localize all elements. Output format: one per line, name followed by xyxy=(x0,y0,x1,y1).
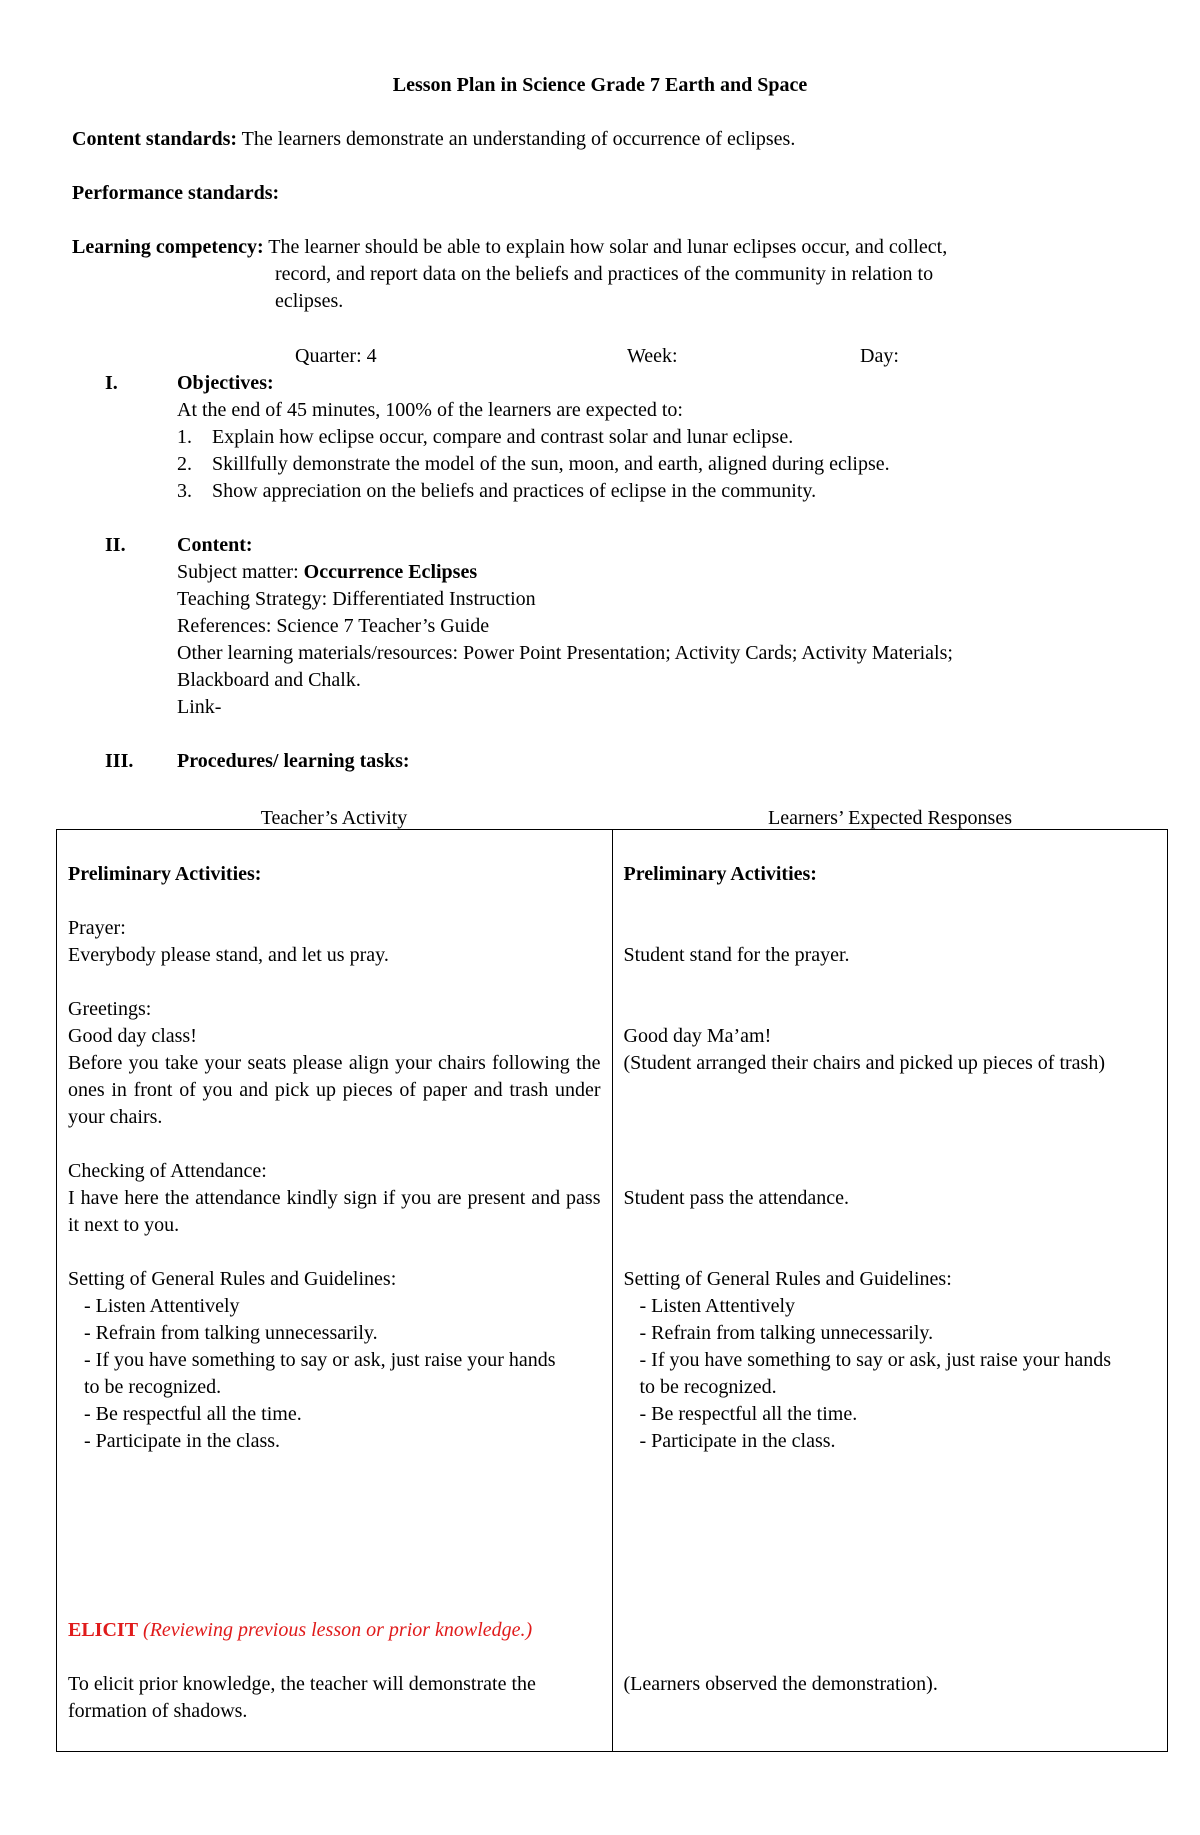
performance-standards-label: Performance standards: xyxy=(72,182,280,204)
rule-item: - Participate in the class. xyxy=(84,1430,281,1452)
objective-item xyxy=(177,451,1137,478)
subject-matter xyxy=(177,559,1137,586)
elicit-label: ELICIT xyxy=(68,1619,139,1641)
prayer-text: Everybody please stand, and let us pray. xyxy=(68,944,389,966)
objectives-heading: Objectives: xyxy=(177,372,274,394)
content-standards-label: Content standards: xyxy=(72,128,238,150)
greetings-label: Greetings: xyxy=(68,998,152,1020)
teacher-prelim-heading: Preliminary Activities: xyxy=(68,863,262,885)
rule-item: - If you have something to say or ask, just raise your hands to be recognized. xyxy=(639,1349,1112,1398)
elicit-heading xyxy=(68,1617,601,1644)
elicit-note: (Reviewing previous lesson or prior knowledge.) xyxy=(143,1619,533,1641)
objectives-section xyxy=(177,370,1137,505)
teacher-column-header: Teacher’s Activity xyxy=(260,807,408,829)
elicit-response: (Learners observed the demonstration). xyxy=(623,1673,938,1695)
attendance-text: I have here the attendance kindly sign if you are present and pass it next to you. xyxy=(68,1187,601,1236)
objective-number: 1. xyxy=(177,426,192,448)
procedures-table xyxy=(56,829,1168,1752)
content-heading: Content: xyxy=(177,534,253,556)
objectives-intro: At the end of 45 minutes, 100% of the learners are expected to: xyxy=(177,399,683,421)
attendance-label: Checking of Attendance: xyxy=(68,1160,267,1182)
objectives-list xyxy=(177,424,1137,505)
learning-competency-line3: eclipses. xyxy=(275,290,344,312)
week-label: Week: xyxy=(627,345,678,367)
link-line: Link- xyxy=(177,696,222,718)
rule-item: - Refrain from talking unnecessarily. xyxy=(84,1322,378,1344)
learner-rules-section xyxy=(624,1266,1157,1455)
table-row xyxy=(57,830,1168,1752)
references: References: Science 7 Teacher’s Guide xyxy=(177,615,490,637)
greetings-text: Good day class! xyxy=(68,1025,197,1047)
rule-item: - Refrain from talking unnecessarily. xyxy=(639,1322,934,1344)
page-title: Lesson Plan in Science Grade 7 Earth and Space xyxy=(392,74,808,96)
content-standards xyxy=(72,126,1140,153)
content-section xyxy=(177,532,1137,721)
seats-response: (Student arranged their chairs and picked up pieces of trash) xyxy=(623,1052,1105,1074)
rule-item: - Listen Attentively xyxy=(84,1295,240,1317)
learning-competency-line2: record, and report data on the beliefs and practices of the community in relation to xyxy=(275,263,934,285)
rules-label: Setting of General Rules and Guidelines: xyxy=(623,1268,952,1290)
teacher-activity-cell xyxy=(57,830,613,1752)
rule-item: - Be respectful all the time. xyxy=(84,1403,302,1425)
rule-item: - Participate in the class. xyxy=(639,1430,836,1452)
section-numeral-iii: III. xyxy=(105,750,134,772)
prayer-label: Prayer: xyxy=(68,917,126,939)
greeting-response: Good day Ma’am! xyxy=(623,1025,772,1047)
objective-number: 3. xyxy=(177,480,192,502)
materials-line1: Other learning materials/resources: Power Point Presentation; Activity Cards; Activity Materials; xyxy=(177,642,953,664)
section-numeral-i: I. xyxy=(105,372,118,394)
attendance-response: Student pass the attendance. xyxy=(623,1187,849,1209)
learning-competency-label: Learning competency: xyxy=(72,236,264,258)
elicit-text: To elicit prior knowledge, the teacher will demonstrate the formation of shadows. xyxy=(68,1673,536,1722)
learner-prelim-heading: Preliminary Activities: xyxy=(623,863,817,885)
prayer-response: Student stand for the prayer. xyxy=(623,944,850,966)
learning-competency-line1: The learner should be able to explain how solar and lunar eclipses occur, and collect, xyxy=(268,236,948,258)
materials-line2: Blackboard and Chalk. xyxy=(177,669,361,691)
seats-instruction: Before you take your seats please align your chairs following the ones in front of you and pick up pieces of paper and trash under your chairs. xyxy=(68,1052,601,1128)
day-label: Day: xyxy=(860,345,899,367)
quarter-label: Quarter: 4 xyxy=(295,345,377,367)
performance-standards xyxy=(72,180,1140,207)
objective-item xyxy=(177,424,1137,451)
teaching-strategy: Teaching Strategy: Differentiated Instruction xyxy=(177,588,536,610)
schedule-row xyxy=(0,343,1200,370)
content-standards-text: The learners demonstrate an understanding of occurrence of eclipses. xyxy=(241,128,796,150)
rules-label: Setting of General Rules and Guidelines: xyxy=(68,1268,397,1290)
learner-column-header: Learners’ Expected Responses xyxy=(768,807,1012,829)
learning-competency xyxy=(72,234,1140,261)
procedures-heading: Procedures/ learning tasks: xyxy=(177,750,410,772)
teacher-rules-section xyxy=(68,1266,601,1455)
objective-text: Show appreciation on the beliefs and practices of eclipse in the community. xyxy=(212,480,817,502)
section-numeral-ii: II. xyxy=(105,534,126,556)
rule-item: - Listen Attentively xyxy=(639,1295,796,1317)
objective-item xyxy=(177,478,1137,505)
objective-text: Skillfully demonstrate the model of the sun, moon, and earth, aligned during eclipse. xyxy=(212,453,890,475)
objective-number: 2. xyxy=(177,453,192,475)
learner-response-cell xyxy=(612,830,1168,1752)
rule-item: - If you have something to say or ask, just raise your hands to be recognized. xyxy=(84,1349,556,1398)
objective-text: Explain how eclipse occur, compare and contrast solar and lunar eclipse. xyxy=(212,426,794,448)
subject-matter-label: Subject matter: xyxy=(177,561,304,583)
subject-matter-value: Occurrence Eclipses xyxy=(303,561,478,583)
rule-item: - Be respectful all the time. xyxy=(639,1403,858,1425)
